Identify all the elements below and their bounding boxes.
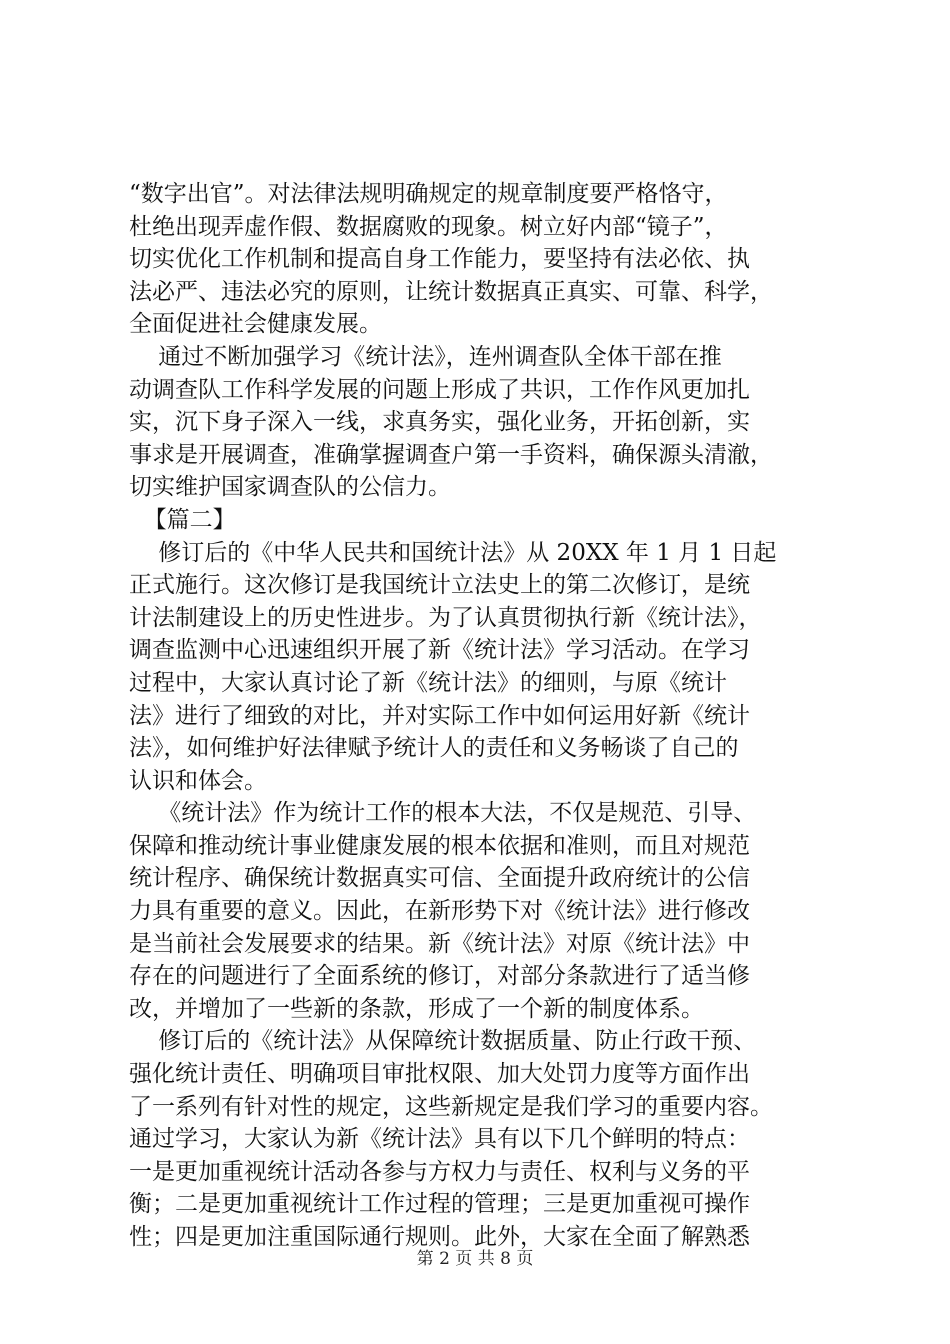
text-line: 统计程序、确保统计数据真实可信、全面提升政府统计的公信	[129, 865, 750, 892]
text-line: 法》进行了细致的对比，并对实际工作中如何运用好新《统计	[129, 702, 750, 729]
text-line: 是当前社会发展要求的结果。新《统计法》对原《统计法》中	[129, 930, 750, 957]
text-line: “数字出官”。对法律法规明确规定的规章制度要严格恪守，	[129, 181, 728, 207]
text-line: 动调查队工作科学发展的问题上形成了共识，工作作风更加扎	[129, 376, 750, 403]
text-line: 切实维护国家调查队的公信力。	[129, 474, 451, 501]
text-line: 法》，如何维护好法律赋予统计人的责任和义务畅谈了自己的	[129, 735, 739, 762]
text-line: 保障和推动统计事业健康发展的根本依据和准则，而且对规范	[129, 832, 750, 859]
page-footer: 第 2 页 共 8 页	[416, 1249, 534, 1269]
text-line: 强化统计责任、明确项目审批权限、加大处罚力度等方面作出	[129, 1061, 750, 1088]
text-line: 认识和体会。	[129, 767, 267, 794]
section-heading: 【篇二】	[129, 506, 236, 533]
text-line: 一是更加重视统计活动各参与方权力与责任、权利与义务的平	[129, 1158, 750, 1185]
document-body	[129, 178, 829, 1254]
text-line: 性；四是更加注重国际通行规则。此外，大家在全面了解熟悉	[129, 1224, 750, 1250]
text-line: 《统计法》作为统计工作的根本大法，不仅是规范、引导、	[129, 800, 757, 827]
text-line: 通过不断加强学习《统计法》，连州调查队全体干部在推	[129, 343, 722, 370]
text-line: 实，沉下身子深入一线，求真务实，强化业务，开拓创新，实	[129, 409, 750, 436]
text-line: 衡；二是更加重视统计工作过程的管理；三是更加重视可操作	[129, 1191, 750, 1218]
text-line: 通过学习，大家认为新《统计法》具有以下几个鲜明的特点：	[129, 1126, 750, 1153]
text-line: 了一系列有针对性的规定，这些新规定是我们学习的重要内容。	[129, 1093, 773, 1120]
text-line: 修订后的《中华人民共和国统计法》从 20XX 年 1 月 1 日起	[129, 539, 777, 566]
text-line: 调查监测中心迅速组织开展了新《统计法》学习活动。在学习	[129, 637, 750, 664]
text-line: 修订后的《统计法》从保障统计数据质量、防止行政干预、	[129, 1028, 757, 1055]
text-line: 杜绝出现弄虚作假、数据腐败的现象。树立好内部“镜子”，	[129, 213, 728, 240]
text-line: 法必严、违法必究的原则，让统计数据真正真实、可靠、科学，	[129, 278, 773, 305]
text-line: 改，并增加了一些新的条款，形成了一个新的制度体系。	[129, 995, 704, 1022]
text-line: 过程中，大家认真讨论了新《统计法》的细则，与原《统计	[129, 669, 727, 696]
text-line: 力具有重要的意义。因此，在新形势下对《统计法》进行修改	[129, 898, 750, 925]
text-line: 切实优化工作机制和提高自身工作能力，要坚持有法必依、执	[129, 246, 750, 273]
text-line: 全面促进社会健康发展。	[129, 311, 382, 338]
text-line: 存在的问题进行了全面系统的修订，对部分条款进行了适当修	[129, 963, 750, 990]
text-line: 事求是开展调查，准确掌握调查户第一手资料，确保源头清澈，	[129, 441, 773, 468]
text-line: 计法制建设上的历史性进步。为了认真贯彻执行新《统计法》，	[129, 604, 762, 631]
text-line: 正式施行。这次修订是我国统计立法史上的第二次修订，是统	[129, 572, 750, 599]
